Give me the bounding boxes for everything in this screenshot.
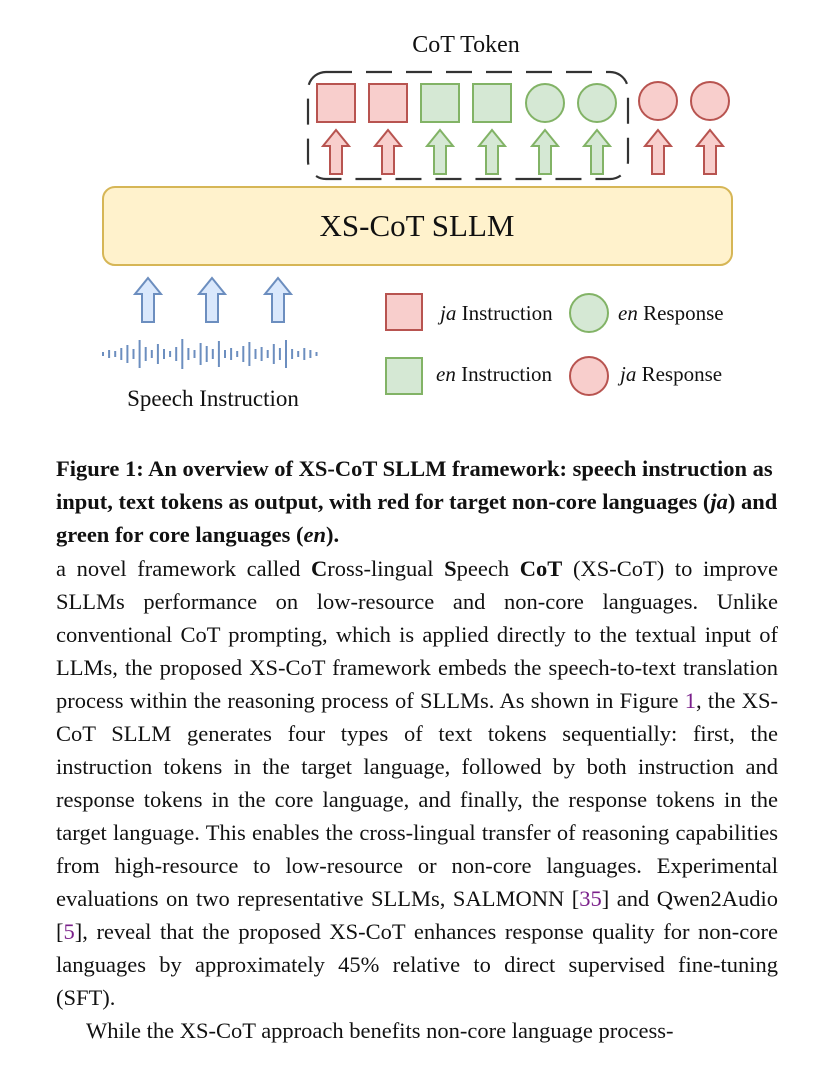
citation-link[interactable]: 35 [579, 886, 602, 911]
speech-waveform-icon [103, 339, 317, 369]
legend-lang: en [436, 362, 456, 386]
legend-lang: ja [620, 362, 637, 386]
text-run: , the XS-CoT SLLM generates four types of text tokens sequentially: first, the instruction tokens in the target language, followed by both instruction and response tokens in the core language, and finally, the response tokens in the target language. This enables the cross-lingual transfer of reasoning capabilities from high-resource to low-resource or non-core languages. Experimental evaluations on two representative SLLMs, SALMONN [ [56, 688, 778, 911]
figure-1 [0, 0, 831, 440]
arrow-up-icon [427, 130, 453, 174]
body-text [56, 552, 778, 1047]
token-ja-instruction-1 [317, 84, 355, 122]
arrow-up-icon [323, 130, 349, 174]
legend-ja-instruction-swatch [386, 294, 422, 330]
legend-text: Response [637, 301, 724, 325]
token-en-instruction-2 [473, 84, 511, 122]
citation-link[interactable]: 5 [63, 919, 75, 944]
model-label: XS-CoT SLLM [319, 208, 515, 243]
legend-lang: ja [440, 301, 457, 325]
legend [386, 294, 724, 395]
caption-suffix: ). [325, 522, 340, 547]
text-run: peech [456, 556, 520, 581]
text-bold: C [311, 556, 328, 581]
text-run: a novel framework called [56, 556, 311, 581]
token-ja-response-1 [639, 82, 677, 120]
paragraph: While the XS-CoT approach benefits non-core language process- [86, 1018, 674, 1043]
legend-ja-response-label [617, 362, 722, 386]
figure-ref-link[interactable]: 1 [684, 688, 696, 713]
arrow-up-icon [479, 130, 505, 174]
text-bold: CoT [519, 556, 563, 581]
text-run: (XS-CoT) to improve SLLMs performance on low-resource and non-core languages. Unlike conventional CoT prompting, which is applied directly to the textual input of LLMs, the proposed XS-CoT framework embeds the speech-to-text translation process within the reasoning process of SLLMs. As shown in Figure [56, 556, 778, 713]
paragraph [56, 552, 778, 1014]
arrow-up-icon [697, 130, 723, 174]
caption-lang-en: en [303, 522, 326, 547]
arrow-up-icon [645, 130, 671, 174]
token-ja-response-2 [691, 82, 729, 120]
text-bold: S [444, 556, 457, 581]
legend-en-response-swatch [570, 294, 608, 332]
caption-prefix: Figure 1: An overview of XS-CoT SLLM framework: speech instruction as input, text tokens as output, with red for target non-core languages ( [56, 456, 773, 514]
speech-instruction-label: Speech Instruction [127, 386, 299, 411]
arrow-up-icon [199, 278, 225, 322]
cot-token-label: CoT Token [412, 32, 520, 58]
token-en-response-2 [578, 84, 616, 122]
figure-caption [56, 452, 778, 551]
legend-lang: en [618, 301, 638, 325]
token-ja-instruction-2 [369, 84, 407, 122]
caption-lang-ja: ja [710, 489, 728, 514]
caption-middle: ) and green for core languages ( [56, 489, 778, 547]
arrow-up-icon [532, 130, 558, 174]
token-en-instruction-1 [421, 84, 459, 122]
arrow-up-icon [265, 278, 291, 322]
text-run: ] and Qwen2Audio [ [56, 886, 778, 944]
legend-text: Response [636, 362, 723, 386]
legend-en-instruction-label [436, 362, 553, 386]
legend-text: Instruction [455, 362, 553, 386]
legend-text: Instruction [456, 301, 553, 325]
text-run: ross-lingual [327, 556, 445, 581]
arrow-up-icon [375, 130, 401, 174]
legend-ja-instruction-label [437, 301, 553, 325]
text-run: ], reveal that the proposed XS-CoT enhances response quality for non-core languages by approximately 45% relative to direct supervised fine-tuning (SFT). [56, 919, 778, 1010]
token-en-response-1 [526, 84, 564, 122]
legend-en-response-label [618, 301, 724, 325]
arrow-up-icon [135, 278, 161, 322]
legend-en-instruction-swatch [386, 358, 422, 394]
legend-ja-response-swatch [570, 357, 608, 395]
arrow-up-icon [584, 130, 610, 174]
